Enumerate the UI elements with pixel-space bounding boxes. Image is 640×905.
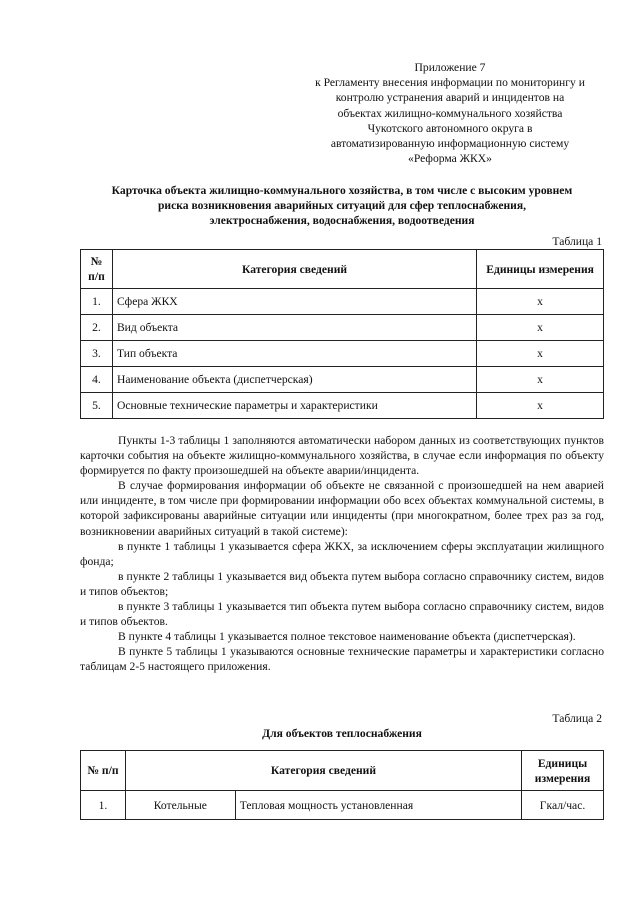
- title-line: риска возникновения аварийных ситуаций для сфер теплоснабжения,: [157, 199, 527, 213]
- row-category: Основные технические параметры и характеристики: [112, 393, 476, 419]
- row-unit: х: [477, 289, 604, 315]
- row-parameter: Тепловая мощность установленная: [235, 791, 521, 820]
- row-unit: Гкал/час.: [522, 791, 604, 820]
- row-category: Вид объекта: [112, 315, 476, 341]
- appendix-line: Чукотского автономного округа в: [367, 121, 533, 135]
- row-num: 4.: [81, 367, 113, 393]
- table-row: [81, 341, 604, 367]
- table-row: [81, 367, 604, 393]
- row-unit: х: [477, 393, 604, 419]
- appendix-header: [296, 60, 604, 166]
- appendix-line: Приложение 7: [414, 61, 486, 74]
- table1-caption: Таблица 1: [552, 235, 602, 248]
- table2-subtitle: Для объектов теплоснабжения: [262, 727, 422, 740]
- header-num: № п/п: [81, 751, 126, 791]
- paragraph: в пункте 1 таблицы 1 указывается сфера ЖКХ, за исключением сферы эксплуатации жилищного фонда;: [80, 539, 604, 568]
- table-row: [81, 791, 604, 820]
- header-num: № п/п: [81, 250, 113, 289]
- appendix-line: «Реформа ЖКХ»: [408, 152, 492, 166]
- document-title: [80, 183, 604, 229]
- paragraph: В пункте 5 таблицы 1 указываются основные технические параметры и характеристики согласно таблицам 2-5 настоящего приложения.: [80, 645, 604, 674]
- header-unit: Единицы измерения: [477, 250, 604, 289]
- row-unit: х: [477, 341, 604, 367]
- appendix-line: объектах жилищно-коммунального хозяйства: [337, 106, 563, 120]
- table-row: [81, 315, 604, 341]
- header-unit: Единицы измерения: [522, 751, 604, 791]
- table-row: [81, 393, 604, 419]
- row-num: 3.: [81, 341, 113, 367]
- paragraph: В случае формирования информации об объекте не связанной с произошедшей на нем аварией или инциденте, в том числе при формировании информации обо всех объектах коммунальной системы, в которой зафиксированы аварийные ситуации или инциденты (при многократном, более трех раз за год, возникновении аварийных ситуаций в такой системе):: [80, 479, 604, 538]
- row-category: Сфера ЖКХ: [112, 289, 476, 315]
- table2-caption: Таблица 2: [552, 712, 602, 725]
- appendix-line: контролю устранения аварий и инцидентов на: [335, 91, 565, 105]
- header-category: Категория сведений: [112, 250, 476, 289]
- row-num: 1.: [81, 289, 113, 315]
- appendix-line: к Регламенту внесения информации по мониторингу и: [315, 76, 585, 90]
- row-num: 5.: [81, 393, 113, 419]
- paragraph: в пункте 2 таблицы 1 указывается вид объекта путем выбора согласно справочнику систем, видов и типов объектов;: [80, 569, 604, 598]
- table2: [80, 750, 604, 820]
- appendix-line: автоматизированную информационную систему: [330, 137, 570, 151]
- row-num: 1.: [81, 791, 126, 820]
- paragraph: в пункте 3 таблицы 1 указывается тип объекта путем выбора согласно справочнику систем, видов и типов объектов.: [80, 600, 604, 629]
- row-unit: х: [477, 367, 604, 393]
- paragraph: В пункте 4 таблицы 1 указывается полное текстовое наименование объекта (диспетчерская).: [118, 630, 576, 644]
- row-category: Тип объекта: [112, 341, 476, 367]
- row-unit: х: [477, 315, 604, 341]
- header-category: Категория сведений: [125, 751, 521, 791]
- paragraph: Пункты 1-3 таблицы 1 заполняются автоматически набором данных из соответствующих пунктов карточки события на объекте жилищно-коммунального хозяйства, в случае если информация по объекту формируется по факту произошедшей на объекте аварии/инцидента.: [80, 434, 604, 478]
- row-category: Наименование объекта (диспетчерская): [112, 367, 476, 393]
- table-header-row: [81, 751, 604, 791]
- row-object: Котельные: [125, 791, 235, 820]
- table-header-row: [81, 250, 604, 289]
- row-num: 2.: [81, 315, 113, 341]
- table1: [80, 249, 604, 419]
- title-line: Карточка объекта жилищно-коммунального хозяйства, в том числе с высоким уровнем: [111, 184, 573, 197]
- table-row: [81, 289, 604, 315]
- title-line: электроснабжения, водоснабжения, водоотведения: [209, 214, 475, 228]
- body-text: [80, 433, 604, 675]
